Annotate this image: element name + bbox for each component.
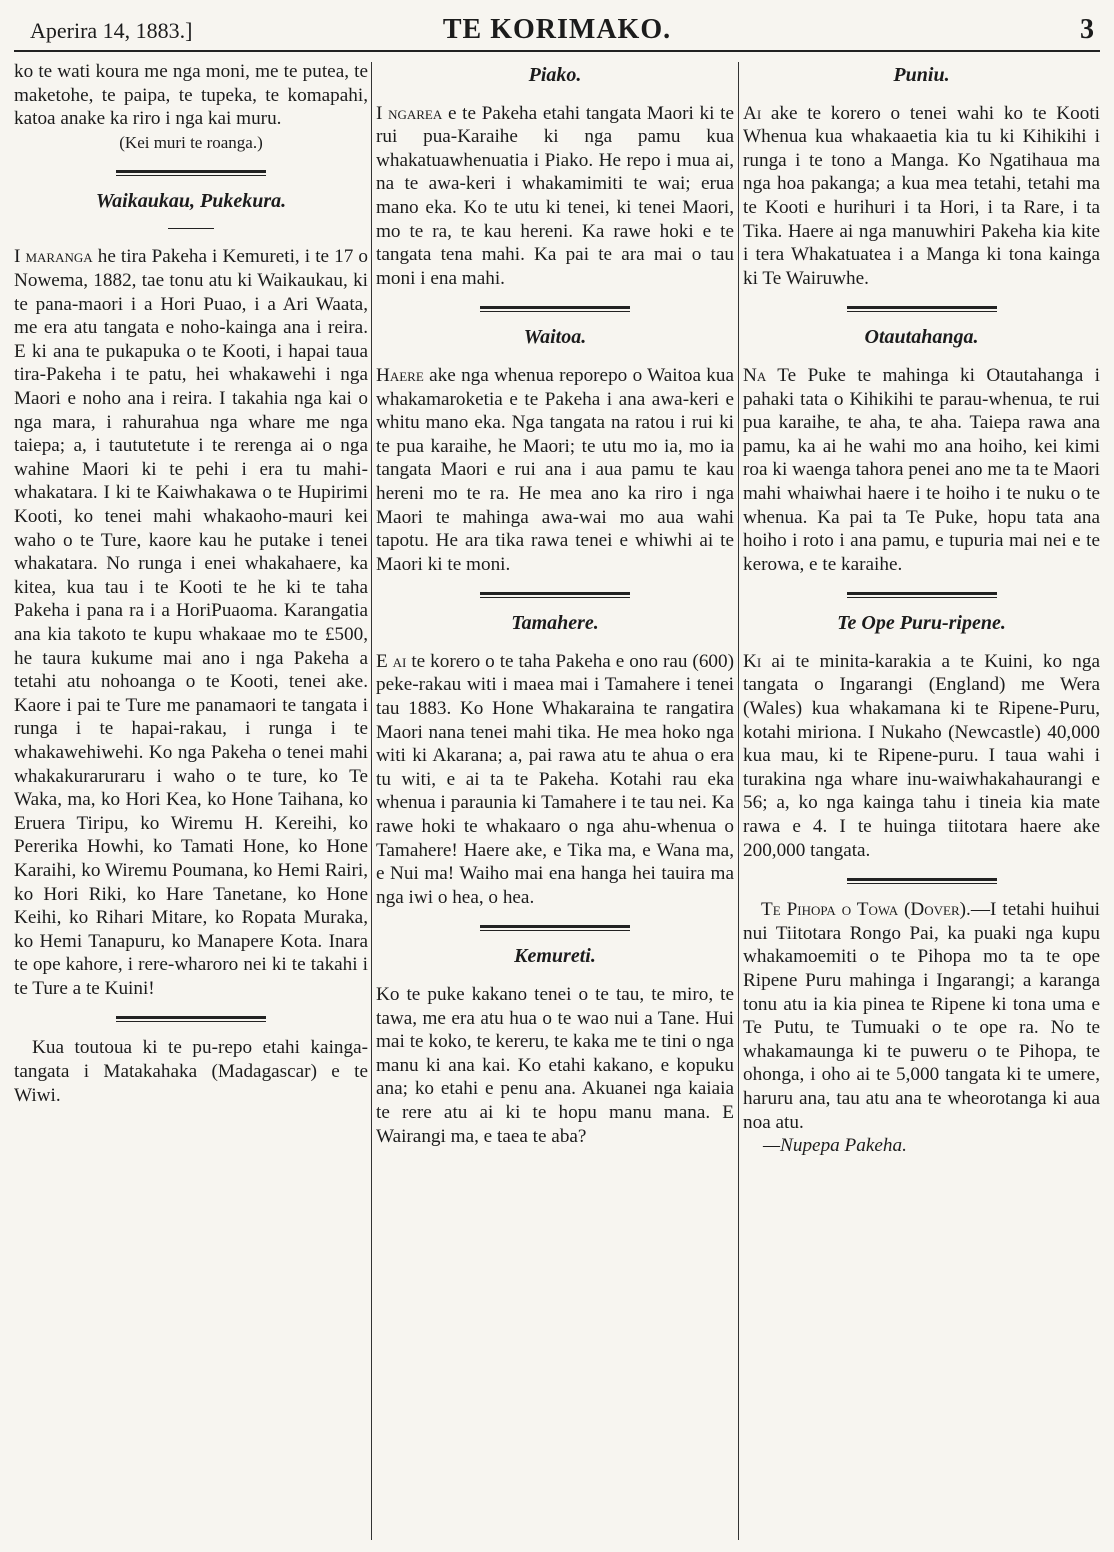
article-body <box>743 650 1100 862</box>
section-heading: Piako. <box>528 64 582 86</box>
article-lead: Te Pihopa o Towa (Dover). <box>761 899 971 921</box>
article-text: ai te minita-karakia a te Kuini, ko nga tangata o Ingarangi (England) me Wera (Wales) kua whakamana ki te Ripene-Puru, kotahi miriona. I Nukaho (Newcastle) 40,000 kua mau, ki te Ripene-puru. I taua wahi i turakina nga whare inu-waiwhakahaurangi e 56; a, ko nga kainga tahu i tineia kia mate rawa e 4. I te huinga tiitotara haere ake 200,000 tangata. <box>743 650 1100 861</box>
section-separator <box>116 170 266 176</box>
article-text: Te Puke te mahinga ki Otautahanga i pahaki tata o Kihikihi te parau-whenua, te rui pua karaihe, te aha, te aha. Taiepa rawa ana pamu, ka ai he wahi mo ana hoiho, kei kimi roa ki waenga tahora penei ano me ta te Maori mahi whaiwhai haere i te hoiho i te nuku o te whenua. Ka pai ta Te Puke, hopu tata ana hoiho i roto i ana pamu, e tupuria mai nei e te kerowa, e te karaihe. <box>743 364 1100 575</box>
section-heading: Kemureti. <box>514 945 596 968</box>
article-lead: Ai <box>743 102 762 124</box>
section-heading: Otautahanga. <box>864 326 979 349</box>
section-separator <box>116 1016 266 1022</box>
article-lead: I ngarea <box>376 102 443 124</box>
article-body <box>743 898 1100 1134</box>
article-lead: I maranga <box>14 246 93 268</box>
section-separator <box>847 306 997 312</box>
article-lead: Haere <box>376 364 424 386</box>
section-heading: Puniu. <box>893 64 950 86</box>
article-body <box>376 364 734 576</box>
article-signature: —Nupepa Pakeha. <box>763 1135 907 1157</box>
article-lead: Ki <box>743 650 762 672</box>
column-1 <box>14 60 368 1544</box>
article-body: Ko te puke kakano tenei o te tau, te miro, te tawa, me era atu hua o te wao nui a Tane. Hui mai te koko, te kereru, te kaka me te tini o nga manu ki ana kai. Ko etahi kakano, e kopuku ana; ko etahi e penu ana. Akuanei nga kaiaia te rere atu ai ki te hopu manu mana. E Wairangi ma, e taea te aba? <box>376 984 734 1147</box>
heading-rule <box>168 228 214 230</box>
article-body: Kua toutoua ki te pu-repo etahi kainga-tangata i Matakahaka (Madagascar) e te Wiwi. <box>14 1037 368 1106</box>
newspaper-title: TE KORIMAKO. <box>442 14 672 45</box>
article-body <box>743 102 1100 291</box>
column-3 <box>743 60 1100 1544</box>
article-lead: E ai <box>376 650 407 672</box>
article-body <box>376 650 734 910</box>
page-number: 3 <box>1080 14 1094 45</box>
section-heading: Tamahere. <box>511 612 599 635</box>
section-separator <box>847 592 997 598</box>
article-text: ake te korero o tenei wahi ko te Kooti Whenua kua whakaaetia kia tu ki Kihikihi i runga i te tono a Manga. Ko Ngatihaua ma nga hoa pakanga; a kua mea tetahi, tetahi ma te Kooti e hurihuri i ta Hori, i ta Rare, i ta Tika. Haere ai nga manuwhiri Pakeha kia kite i tera Whakatuatea i a Manga ki tona kainga ki Te Wairuwhe. <box>743 102 1100 289</box>
column-2 <box>376 60 734 1544</box>
article-text: e te Pakeha etahi tangata Maori ki te rui pua-Karaihe ki nga pamu kua whakatuawhenuatia i Piako. He repo i mua ai, na te awa-keri i whakamimiti te wai; erua mano eka. Ko te utu ki tenei, ki tenei Maori, mo te ra, te kau hereni. Ka rawe hoki e te tangata tena mahi. Ka pai te ara mai o tau moni i ena mahi. <box>376 102 734 289</box>
column-rule <box>738 62 739 1540</box>
article-body <box>376 102 734 291</box>
article-text: ake nga whenua reporepo o Waitoa kua whakamaroketia e te Pakeha i ana awa-keri e whitu mano eka. Nga tangata na ratou i rui ki te pua karaihe, he Maori; te utu mo ia, mo ia tangata Maori e rui ana i aua pamu te kau hereni mo te ra. He mea ano ka riro i nga Maori te mahinga awa-wai mo aua wahi tapotu. He ara tika rawa tenei e whiwhi ai te Maori ki te moni. <box>376 364 734 575</box>
article-continuation: ko te wati koura me nga moni, me te putea, te maketohe, te paipa, te tupeka, te komapahi, katoa anake ka riro i nga kai muru. <box>14 61 368 130</box>
section-heading: Waitoa. <box>523 326 587 349</box>
issue-date: Aperira 14, 1883.] <box>30 18 193 43</box>
section-separator <box>847 878 997 884</box>
masthead <box>14 8 1100 52</box>
section-heading: Waikaukau, Pukekura. <box>95 190 287 213</box>
section-heading: Te Ope Puru-ripene. <box>837 612 1006 635</box>
article-text: he tira Pakeha i Kemureti, i te 17 o Nowema, 1882, tae tonu atu ki Waikaukau, ki te pana-maori i a Hori Puao, i a Ari Waata, me era atu tangata e noho-kainga ana i reira. E ki ana te pukapuka o te Kooti, i hapai taua tira-Pakeha i te patu, hei whakawehi i nga Maori e noho ana i reira. I takahia nga kai o nga mara, i rahurahua nga whare me nga taiepa; a, i taututetute i te rerenga ai o nga wahine Maori ki te pehi i era tu mahi-whakatara. I ki te Kaiwhakawa o te Hupirimi Kooti, ko tenei mahi whakaoho-mauri kei waho o te Ture, kaore kau he putake i tenei whakatara. No runga i enei whakahaere, ka kitea, kua tau i te Kooti te he ki te taha Pakeha i pana ra i a HoriPuaoma. Karangatia ana kia takoto te kupu whakaae mo te £500, he taura kukume mai ano i nga Pakeha a tetahi atu nohoanga o te Kooti, tenei ake. Kaore i pai te Ture me panamaori te tangata i runga i te hapai-rakau, i runga i te whakawehiwehi. Ko nga Pakeha o tenei mahi whakakuraruraru i waho o te ture, ko Te Waka, ma, ko Hori Kea, ko Hone Taihana, ko Eruera Tiripu, ko Wiremu H. Kereihi, ko Pererika Howhi, ko Tamati Hone, ko Hone Karaihi, ko Wiremu Poumana, ko Hemi Rairi, ko Hori Riki, ko Hare Tanetane, ko Hone Keihi, ko Rihari Mitare, ko Ropata Muraka, ko Hemi Tanapuru, ko Manapere Kota. Inara te ope kahore, i rere-wharoro nei ki te takahi i te Ture a te Kuini! <box>14 246 368 999</box>
section-separator <box>480 592 630 598</box>
column-rule <box>371 62 372 1540</box>
article-text: te korero o te taha Pakeha e ono rau (600) peke-rakau witi i maea mai i Tamahere i tenei tau 1883. Ko Hone Whakaraina te rangatira Maori nana tenei mahi tika. He mea hoko nga witi ki Akarana; a, pai rawa atu te ahua o era tu witi, e ai ta te Pakeha. Kotahi rau eka whenua i paraunia ki Tamahere i te tau nei. Ka rawe hoki te whakaaro o nga ahu-whenua o Tamahere! Haere ake, e Tika ma, e Wana ma, e Nui ma! Waiho mai ena hanga hei tauira ma nga iwi o hea, o hea. <box>376 650 734 908</box>
article-lead: Na <box>743 364 767 386</box>
section-separator <box>480 306 630 312</box>
continued-note: (Kei muri te roanga.) <box>119 132 263 152</box>
article-text: —I tetahi huihui nui Tiitotara Rongo Pai, ka puaki nga kupu whakamoemiti o te Pihopa mo ta te ope Ripene Puru mahinga i Ingarangi; a karanga tonu atu ia kia pinea te Ripene ki tona uma e Te Putu, te Tumuaki o te ope ra. No te whakamaunga ki te puweru o te Pihopa, te ohonga, i oho ai te 5,000 tangata ki te umere, haruru ana, tau atu ana te wheorotanga ki aua noa atu. <box>743 899 1100 1133</box>
article-body <box>743 364 1100 576</box>
section-separator <box>480 925 630 931</box>
article-body <box>14 245 368 1000</box>
